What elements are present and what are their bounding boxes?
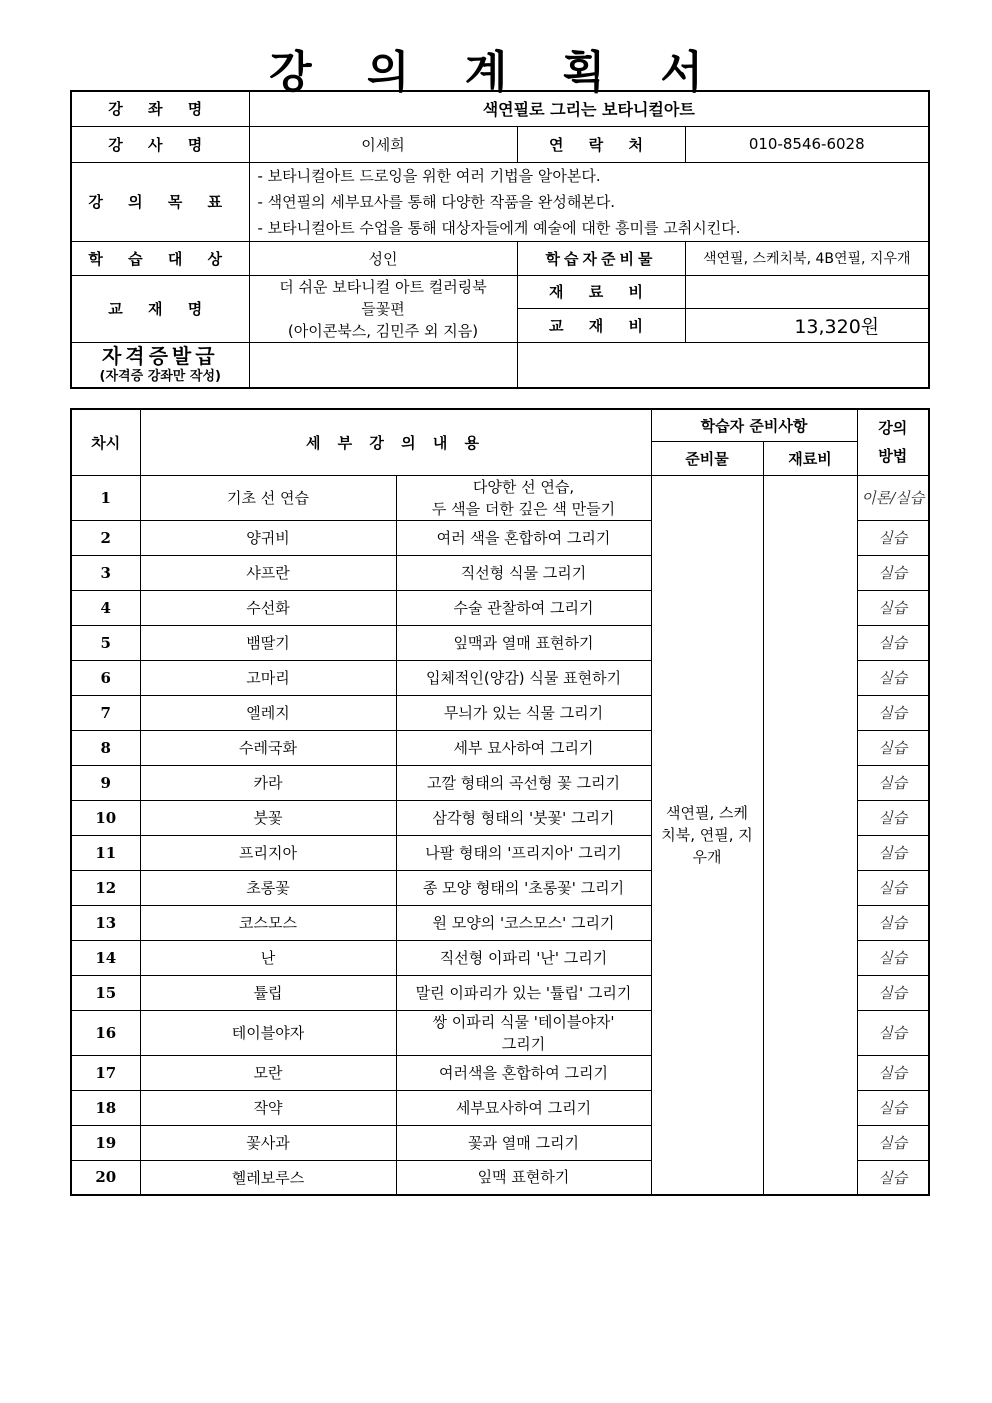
- session-number: 11: [71, 835, 140, 870]
- session-topic: 엘레지: [140, 695, 396, 730]
- session-number: 6: [71, 660, 140, 695]
- schedule-body: [71, 475, 929, 1195]
- session-number: 18: [71, 1090, 140, 1125]
- session-topic: 작약: [140, 1090, 396, 1125]
- session-method: 실습: [857, 870, 929, 905]
- session-method: 실습: [857, 695, 929, 730]
- goal-label: 강 의 목 표: [71, 162, 249, 241]
- session-topic: 헬레보루스: [140, 1160, 396, 1195]
- instructor-value: 이세희: [249, 126, 517, 162]
- session-method: 실습: [857, 555, 929, 590]
- session-detail: 말린 이파리가 있는 '튤립' 그리기: [396, 975, 651, 1010]
- session-method: 실습: [857, 1160, 929, 1195]
- textbook-label: 교 재 명: [71, 275, 249, 342]
- session-topic: 고마리: [140, 660, 396, 695]
- session-number: 10: [71, 800, 140, 835]
- session-number: 12: [71, 870, 140, 905]
- prep-label: 학습자준비물: [517, 241, 685, 275]
- textbook-value: [249, 275, 517, 342]
- session-topic: 프리지아: [140, 835, 396, 870]
- session-topic: 양귀비: [140, 520, 396, 555]
- session-number: 20: [71, 1160, 140, 1195]
- session-detail: 원 모양의 '코스모스' 그리기: [396, 905, 651, 940]
- document-title: 강 의 계 획 서: [269, 47, 723, 98]
- content-header: 세 부 강 의 내 용: [140, 409, 651, 475]
- session-topic: 붓꽃: [140, 800, 396, 835]
- session-detail: 고깔 형태의 곡선형 꽃 그리기: [396, 765, 651, 800]
- session-detail: 세부 묘사하여 그리기: [396, 730, 651, 765]
- session-number: 19: [71, 1125, 140, 1160]
- textbook-line: (아이콘북스, 김민주 외 지음): [287, 321, 479, 340]
- session-detail: 여러 색을 혼합하여 그리기: [396, 520, 651, 555]
- cert-label-cell: [71, 342, 249, 388]
- session-detail: 무늬가 있는 식물 그리기: [396, 695, 651, 730]
- target-value: 성인: [249, 241, 517, 275]
- session-number: 15: [71, 975, 140, 1010]
- session-topic: 코스모스: [140, 905, 396, 940]
- session-method: 실습: [857, 940, 929, 975]
- session-topic: 수레국화: [140, 730, 396, 765]
- session-method: 실습: [857, 590, 929, 625]
- session-method: 실습: [857, 835, 929, 870]
- session-topic: 꽃사과: [140, 1125, 396, 1160]
- session-number: 17: [71, 1055, 140, 1090]
- session-method: 실습: [857, 765, 929, 800]
- material-fee-label: 재 료 비: [517, 275, 685, 309]
- cert-label: 자격증발급: [101, 343, 219, 368]
- instructor-label: 강 사 명: [71, 126, 249, 162]
- session-method: 실습: [857, 730, 929, 765]
- session-number: 8: [71, 730, 140, 765]
- cert-value: [249, 342, 517, 388]
- cert-extra: [517, 342, 929, 388]
- course-name-label: 강 좌 명: [71, 91, 249, 126]
- session-number: 14: [71, 940, 140, 975]
- session-method: 실습: [857, 520, 929, 555]
- session-number: 2: [71, 520, 140, 555]
- session-method: 실습: [857, 1125, 929, 1160]
- session-topic: 수선화: [140, 590, 396, 625]
- method-header-line: 강의: [878, 419, 908, 438]
- session-detail: 나팔 형태의 '프리지아' 그리기: [396, 835, 651, 870]
- goal-list: [249, 162, 929, 241]
- textbook-fee-value: 13,320원: [685, 309, 929, 343]
- cert-sub-label: (자격증 강좌만 작성): [99, 368, 221, 384]
- prep-value: 색연필, 스케치북, 4B연필, 지우개: [685, 241, 929, 275]
- session-detail: 삼각형 형태의 '붓꽃' 그리기: [396, 800, 651, 835]
- session-number: 4: [71, 590, 140, 625]
- prep-items-merged: 색연필, 스케치북, 연필, 지우개: [651, 475, 763, 1195]
- learner-prep-header: 학습자 준비사항: [651, 409, 857, 441]
- session-topic: 난: [140, 940, 396, 975]
- contact-label: 연 락 처: [517, 126, 685, 162]
- goal-item: - 보타니컬아트 수업을 통해 대상자들에게 예술에 대한 흥미를 고취시킨다.: [257, 218, 741, 237]
- session-number: 3: [71, 555, 140, 590]
- session-number: 1: [71, 475, 140, 520]
- session-method: 이론/실습: [857, 475, 929, 520]
- session-method: 실습: [857, 975, 929, 1010]
- session-detail: 수술 관찰하여 그리기: [396, 590, 651, 625]
- session-method: 실습: [857, 800, 929, 835]
- session-header: 차시: [71, 409, 140, 475]
- session-detail: 직선형 이파리 '난' 그리기: [396, 940, 651, 975]
- schedule-row: [71, 475, 929, 520]
- session-detail: 직선형 식물 그리기: [396, 555, 651, 590]
- session-topic: 뱀딸기: [140, 625, 396, 660]
- prep-items-header: 준비물: [651, 441, 763, 475]
- session-detail: 여러색을 혼합하여 그리기: [396, 1055, 651, 1090]
- textbook-fee-label: 교 재 비: [517, 309, 685, 343]
- session-detail: 쌍 이파리 식물 '테이블야자' 그리기: [396, 1010, 651, 1055]
- session-topic: 샤프란: [140, 555, 396, 590]
- method-header-line: 방법: [878, 447, 908, 466]
- session-topic: 튤립: [140, 975, 396, 1010]
- session-method: 실습: [857, 1090, 929, 1125]
- textbook-line: 들꽃편: [361, 299, 405, 318]
- session-method: 실습: [857, 1010, 929, 1055]
- target-label: 학 습 대 상: [71, 241, 249, 275]
- material-fee-value: [685, 275, 929, 309]
- session-topic: 모란: [140, 1055, 396, 1090]
- session-method: 실습: [857, 905, 929, 940]
- schedule-table: [70, 408, 930, 1196]
- session-topic: 초롱꽃: [140, 870, 396, 905]
- session-topic: 카라: [140, 765, 396, 800]
- goal-item: - 보타니컬아트 드로잉을 위한 여러 기법을 알아본다.: [257, 166, 601, 185]
- goal-item: - 색연필의 세부묘사를 통해 다양한 작품을 완성해본다.: [257, 192, 616, 211]
- session-topic: 기초 선 연습: [140, 475, 396, 520]
- session-number: 13: [71, 905, 140, 940]
- contact-value: 010-8546-6028: [685, 126, 929, 162]
- session-method: 실습: [857, 1055, 929, 1090]
- session-topic: 테이블야자: [140, 1010, 396, 1055]
- session-number: 5: [71, 625, 140, 660]
- material-fee-header: 재료비: [763, 441, 857, 475]
- session-detail: 다양한 선 연습, 두 색을 더한 깊은 색 만들기: [396, 475, 651, 520]
- session-detail: 꽃과 열매 그리기: [396, 1125, 651, 1160]
- course-info-table: [70, 90, 930, 389]
- session-detail: 잎맥과 열매 표현하기: [396, 625, 651, 660]
- course-name-value: 색연필로 그리는 보타니컬아트: [249, 91, 929, 126]
- session-number: 9: [71, 765, 140, 800]
- session-detail: 종 모양 형태의 '초롱꽃' 그리기: [396, 870, 651, 905]
- session-detail: 입체적인(양감) 식물 표현하기: [396, 660, 651, 695]
- session-number: 7: [71, 695, 140, 730]
- textbook-line: 더 쉬운 보타니컬 아트 컬러링북: [279, 277, 487, 296]
- session-number: 16: [71, 1010, 140, 1055]
- material-fee-merged: [763, 475, 857, 1195]
- method-header: [857, 409, 929, 475]
- session-detail: 잎맥 표현하기: [396, 1160, 651, 1195]
- session-detail: 세부묘사하여 그리기: [396, 1090, 651, 1125]
- session-method: 실습: [857, 625, 929, 660]
- session-method: 실습: [857, 660, 929, 695]
